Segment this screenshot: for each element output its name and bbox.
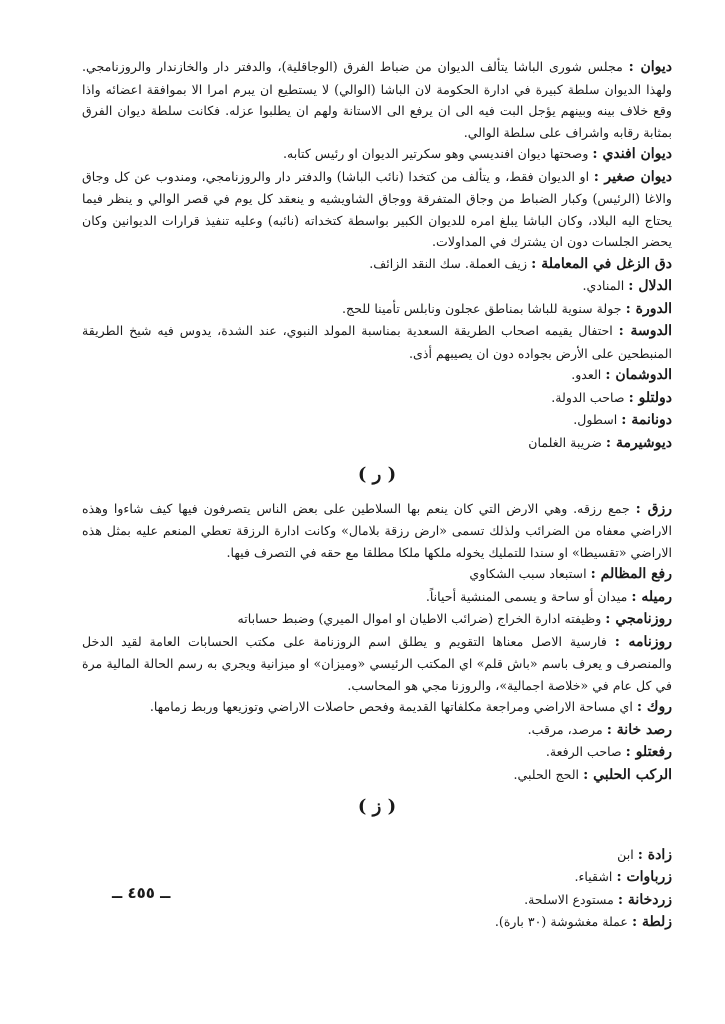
entry-term: روك : [636, 699, 672, 715]
glossary-entry [82, 696, 672, 719]
entry-term: دونانمة : [621, 412, 672, 428]
glossary-entry [82, 719, 672, 742]
entry-definition: جولة سنوية للباشا بمناطق عجلون ونابلس تأمينا للحج. [342, 300, 622, 316]
entry-definition: اشقياء. [574, 869, 613, 884]
section-gap [82, 830, 672, 844]
section-heading-ra: ( ر ) [357, 464, 397, 485]
glossary-entry [82, 889, 672, 912]
entry-term: ديوان صغير : [593, 168, 672, 185]
glossary-entry [82, 387, 672, 410]
entry-definition: عملة مغشوشة (٣٠ بارة). [494, 914, 628, 929]
entry-definition: او الديوان فقط، و يتألف من كتخدا (نائب الباشا) والدفتر دار والروزنامجي، ومندوب عن كل وجاق والاغا (الرئيس) وكبار الضباط من وجاق المتفرقة ووجاق الشاويشيه و ينعقد كل يوم في قصر الوالي و ينظر فيما يحتاج اليه البلاد، وكان الباشا يبلغ امره للديوان الكبير بواسطة كتخداته (نائبه) وعليه تنفيذ قرارات الديوانين وكان يحضر الجلسات دون ان يشترك في المداولات. [82, 168, 672, 249]
glossary-entry [82, 298, 672, 321]
glossary-entry [82, 741, 672, 764]
glossary-entry [82, 866, 672, 889]
glossary-entry [82, 143, 672, 166]
entry-definition: العدو. [571, 367, 602, 382]
glossary-entry [82, 844, 672, 867]
entry-term: الدلال : [628, 278, 672, 294]
entry-term: روزنامجي : [605, 611, 672, 627]
glossary-entry [82, 586, 672, 609]
entry-definition: صاحب الدولة. [551, 389, 625, 405]
entry-term: زردخانة : [617, 891, 672, 908]
entry-definition: احتفال يقيمه اصحاب الطريقة السعدية بمناسبة المولد النبوي، عند الشدة، يدوس فيه شيخ الطريقة المنبطحين على الأرض بجواده دون ان يصيبهم أذى. [82, 323, 672, 361]
entry-definition: جمع رزقه. وهي الارض التي كان ينعم بها السلاطين على بعض الناس يتصرفون فيها كيف شاءوا وهذه الاراضي معفاه من الضرائب ولذلك تسمى «ارض رزقة بلامال» وكانت ادارة الرزقة تعطي المنعم عليه بمثل هذه الاراضي «تقسيطا» او سندا للتمليك يخوله ملكها ملكا مطلقا مع حقه في التصرف فيها. [82, 500, 672, 560]
entry-term: رفعتلو : [625, 744, 672, 760]
entry-term: رزق : [635, 500, 672, 517]
glossary-entry [82, 608, 672, 631]
glossary-entry [82, 253, 672, 276]
entry-definition: ابن [617, 846, 634, 862]
entry-term: رفع المظالم : [590, 566, 672, 582]
entry-term: ديوان افندي : [592, 146, 672, 162]
entry-definition: استبعاد سبب الشكاوي [469, 566, 587, 581]
section-heading-zay: ( ز ) [357, 796, 397, 817]
entry-term: زرباوات : [616, 869, 672, 885]
glossary-entry [82, 56, 672, 143]
glossary-entry [82, 911, 672, 934]
section-r [82, 498, 672, 787]
entry-definition: وصحتها ديوان افنديسي وهو سكرتير الديوان او رئيس كتابه. [282, 146, 589, 161]
glossary-entry [82, 563, 672, 586]
glossary-entry [82, 498, 672, 564]
section-d [82, 56, 672, 454]
entry-term: زادة : [637, 846, 672, 863]
entry-term: الدوشمان : [605, 367, 672, 383]
glossary-entry [82, 764, 672, 787]
entry-term: دولتلو : [628, 389, 672, 406]
section-z [82, 844, 672, 934]
entry-definition: فارسية الاصل معناها التقويم و يطلق اسم الروزنامة على مكتب الحسابات العامة لقيد الدخل والمنصرف و يعرف باسم «باش قلم» اي المكتب الرئيسي «وميزان» او ميزانية ويجري به رسم الحالة المالية مرة في كل عام في «خلاصة اجمالية»، والروزنا مجي هو المحاسب. [82, 633, 672, 693]
entry-term: الدورة : [625, 300, 672, 317]
glossary-entry [82, 275, 672, 298]
entry-definition: المنادي. [582, 278, 625, 293]
entry-term: رميله : [631, 588, 672, 605]
glossary-entry [82, 432, 672, 455]
entry-definition: وظيفته ادارة الخراج (ضرائب الاطيان او اموال الميري) وضبط حساباته [237, 611, 602, 626]
entry-definition: اسطول. [573, 412, 618, 427]
entry-definition: الحج الحلبي. [513, 766, 580, 782]
entry-definition: مرصد، مرقب. [527, 721, 603, 737]
entry-definition: ضريبة الغلمان [528, 434, 602, 450]
entry-term: زلطة : [631, 914, 672, 930]
entry-definition: مجلس شورى الباشا يتألف الديوان من ضباط الفرق (الوجاقلية)، والدفتر دار والخازندار والروزنامجي. ولهذا الديوان سلطة كبيرة في ادارة الحكومة لان الباشا (الوالي) لا يستطيع ان يبرم امرا الا بموافقة اعضائه واذا وقع خلاف بينه وبينهم يؤجل البت فيه الى ان يرفع الى الاستانة ولهم ان يطلبوا عزله. فكانت سلطة ديوان الفرق بمثابة رقابه واشراف على سلطة الوالي. [82, 59, 672, 140]
entry-definition: اي مساحة الاراضي ومراجعة مكلفاتها القديمة وفحص حاصلات الاراضي وتوزيعها وربط زمامها. [149, 699, 633, 714]
entry-term: ديوشيرمة : [605, 434, 672, 451]
glossary-entry [82, 631, 672, 697]
glossary-entry [82, 364, 672, 387]
entry-definition: ميدان أو ساحة و يسمى المنشية أحياناً. [425, 588, 628, 604]
entry-term: ديوان : [628, 59, 672, 75]
entry-term: روزنامه : [614, 633, 673, 650]
entry-definition: زيف العملة. سك النقد الزائف. [369, 255, 528, 271]
glossary-entry [82, 320, 672, 364]
entry-definition: صاحب الرفعة. [545, 744, 622, 759]
page-number: ــ ٤٥٥ ــ [112, 884, 171, 902]
entry-term: الركب الحلبي : [583, 766, 672, 783]
glossary-page [82, 56, 672, 934]
glossary-entry [82, 166, 672, 253]
glossary-entry [82, 409, 672, 432]
entry-term: رصد خانة : [606, 721, 672, 738]
entry-term: الدوسة : [618, 323, 672, 339]
entry-term: دق الزغل في المعاملة : [531, 255, 672, 272]
entry-definition: مستودع الاسلحة. [524, 891, 614, 907]
